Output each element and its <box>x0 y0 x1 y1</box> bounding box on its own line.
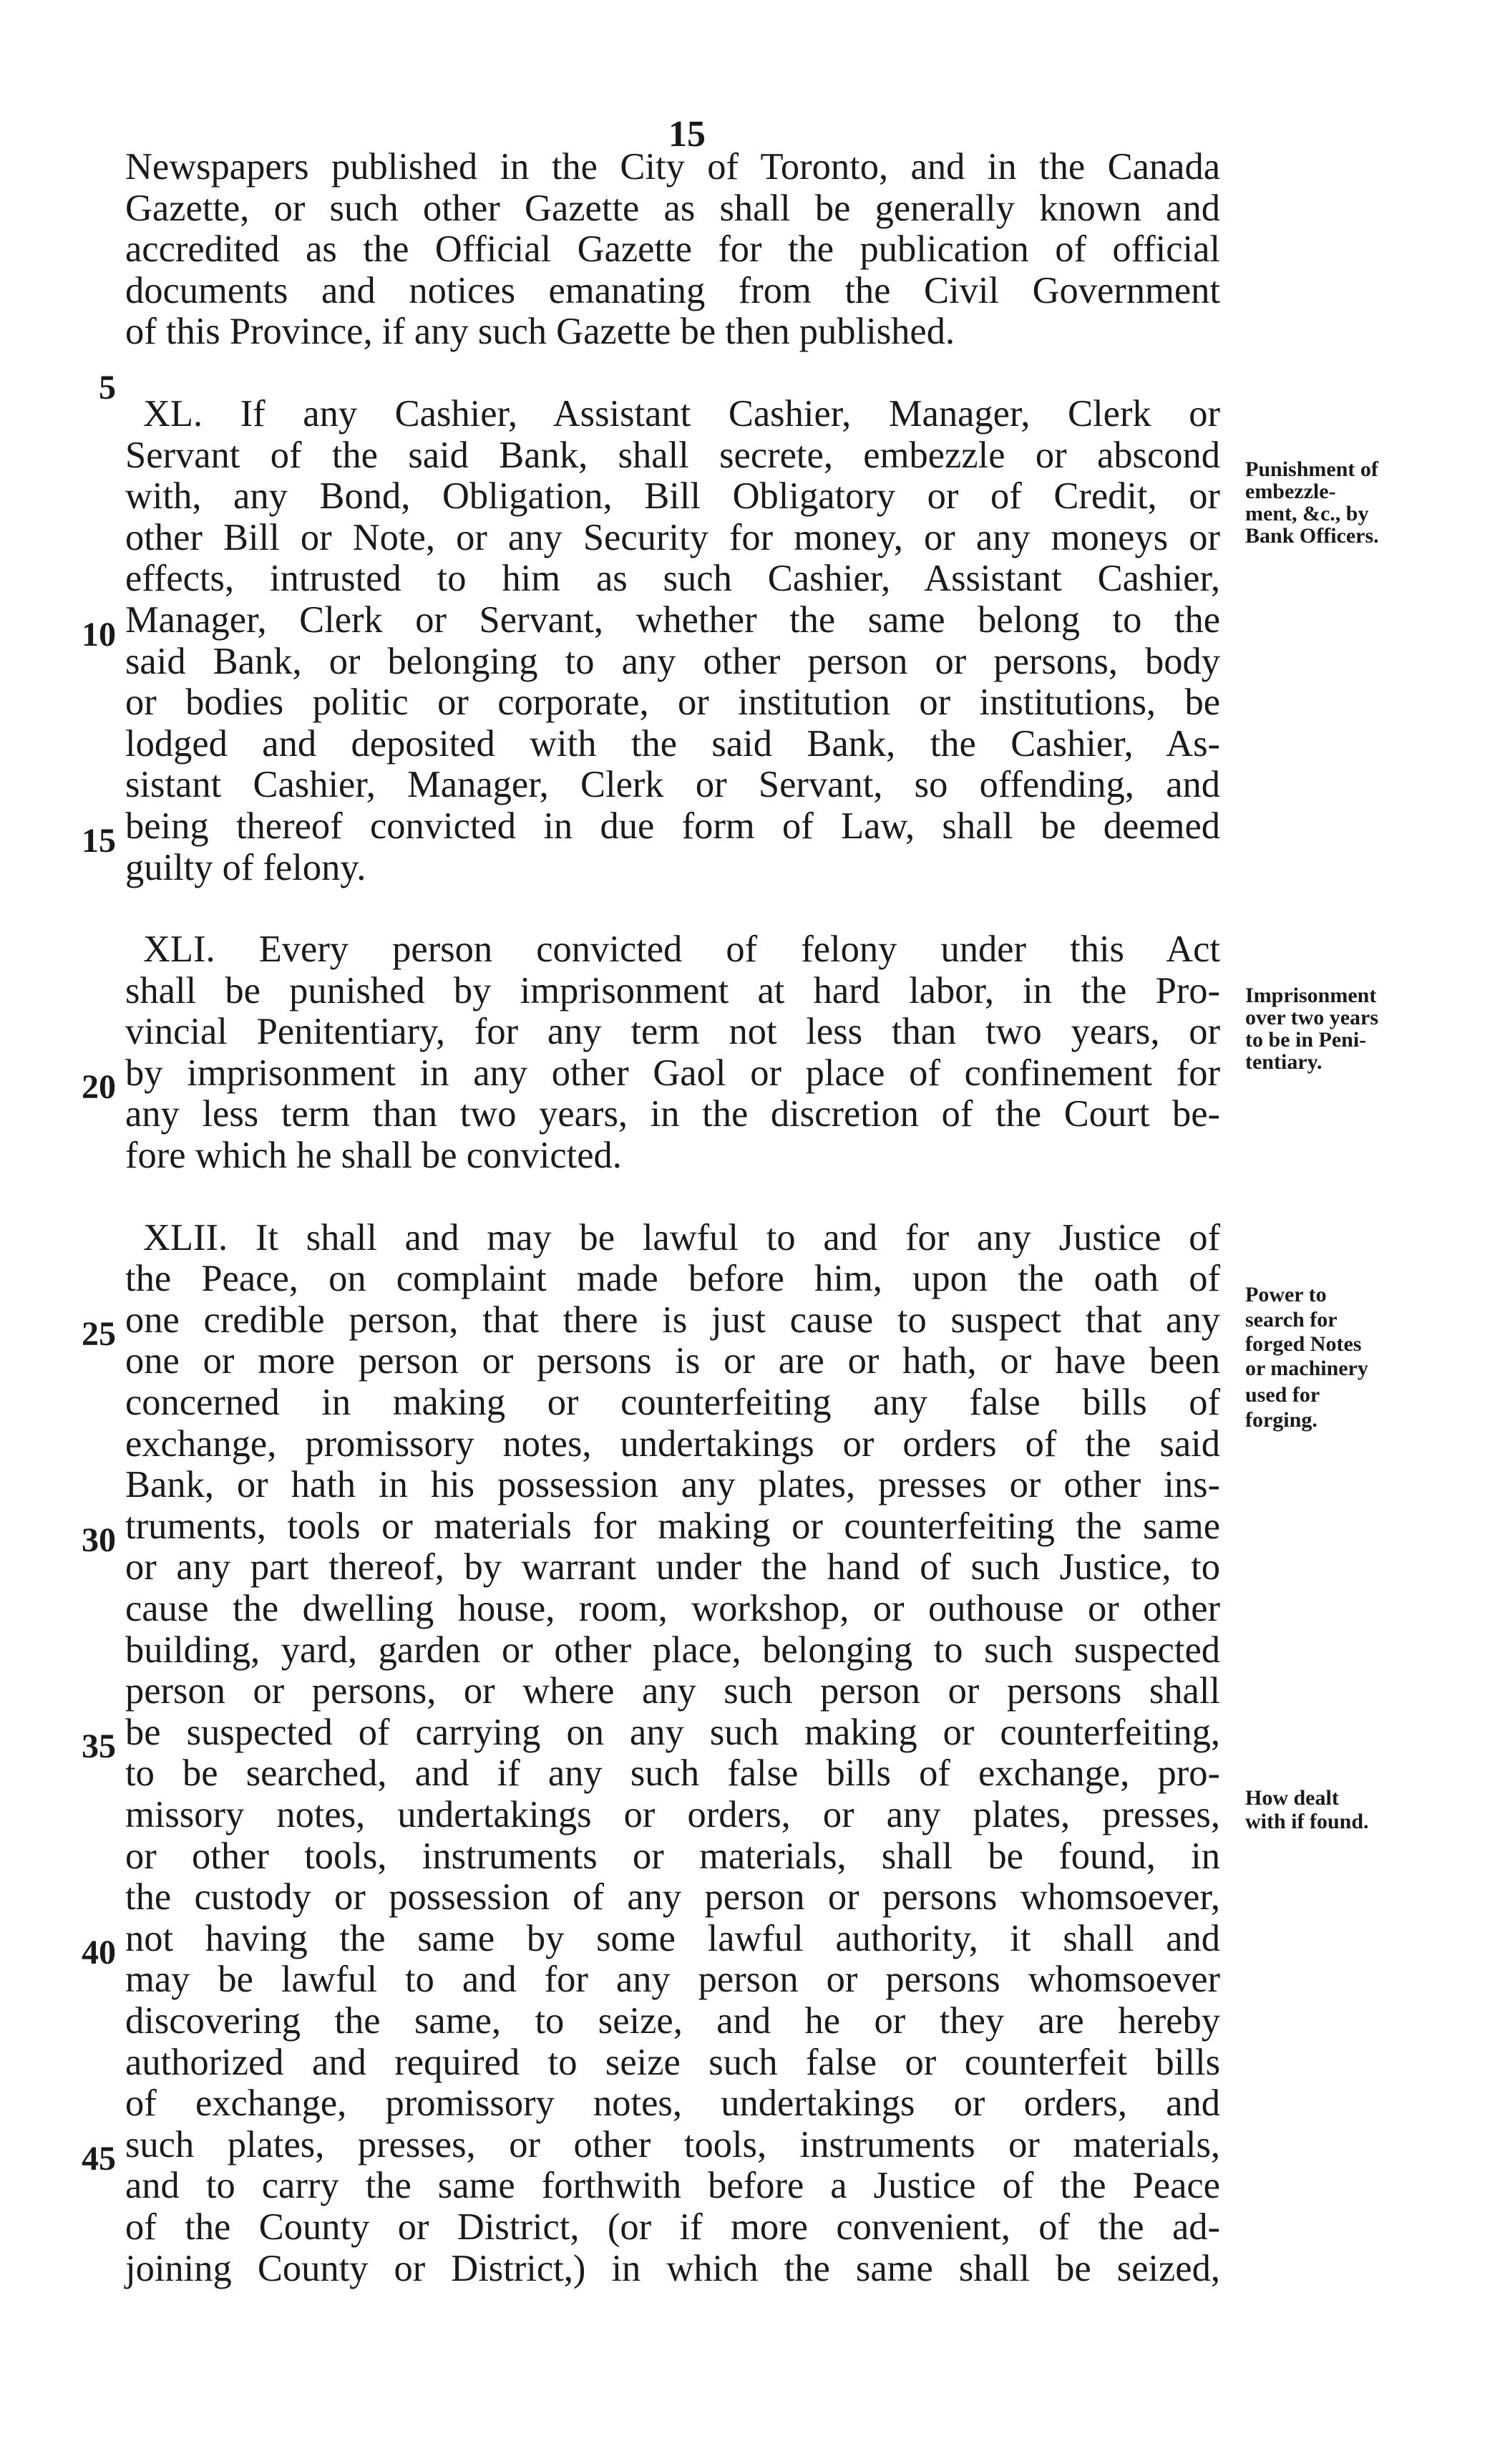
sidenote-line: Bank Officers. <box>1245 524 1379 548</box>
text-line: Manager, Clerk or Servant, whether the same belong to the <box>125 598 1220 641</box>
text-line: such plates, presses, or other tools, instruments or materials, <box>125 2123 1220 2165</box>
line-number: 10 <box>82 616 116 654</box>
line-number: 30 <box>82 1521 116 1559</box>
text-line: accredited as the Official Gazette for the publication of official <box>125 228 1220 271</box>
sidenote-line: forging. <box>1245 1408 1317 1432</box>
sidenote-line: Punishment of <box>1245 457 1378 481</box>
text-line: Bank, or hath in his possession any plates, presses or other ins- <box>125 1464 1220 1506</box>
text-line: or bodies politic or corporate, or institution or institutions, be <box>125 682 1220 724</box>
text-line: other Bill or Note, or any Security for money, or any moneys or <box>125 516 1220 558</box>
text-line: or any part thereof, by warrant under the hand of such Justice, to <box>125 1546 1220 1588</box>
sidenote-line: search for <box>1245 1308 1338 1332</box>
text-line: joining County or District,) in which the same shall be seized, <box>125 2247 1220 2289</box>
line-number: 15 <box>82 822 116 860</box>
line-number: 40 <box>82 1934 116 1971</box>
text-line: Gazette, or such other Gazette as shall be generally known and <box>125 187 1220 229</box>
text-line: shall be punished by imprisonment at hard labor, in the Pro- <box>125 969 1220 1012</box>
text-line: documents and notices emanating from the Civil Government <box>125 269 1220 311</box>
body-text <box>125 147 1220 2289</box>
text-line: person or persons, or where any such person or persons shall <box>125 1670 1220 1712</box>
text-line: cause the dwelling house, room, workshop, or outhouse or other <box>125 1588 1220 1629</box>
line-number: 5 <box>99 369 116 407</box>
text-line: may be lawful to and for any person or persons whomsoever <box>125 1959 1220 2001</box>
text-line: any less term than two years, in the discretion of the Court be- <box>125 1093 1220 1135</box>
text-line: to be searched, and if any such false bills of exchange, pro- <box>125 1752 1220 1795</box>
sidenote-line: with if found. <box>1245 1810 1369 1833</box>
text-line: vincial Penitentiary, for any term not less than two years, or <box>125 1011 1220 1053</box>
text-line: authorized and required to seize such false or counterfeit bills <box>125 2041 1220 2083</box>
sidenote-line: embezzle- <box>1245 480 1336 503</box>
text-line: one or more person or persons is or are or hath, or have been <box>125 1340 1220 1382</box>
text-line: Newspapers published in the City of Toronto, and in the Canada <box>125 146 1220 188</box>
text-line: missory notes, undertakings or orders, or any plates, presses, <box>125 1793 1220 1835</box>
text-line: being thereof convicted in due form of Law, shall be deemed <box>125 805 1220 847</box>
line-number: 35 <box>82 1727 116 1765</box>
text-line: concerned in making or counterfeiting any false bills of <box>125 1382 1220 1424</box>
text-line: the custody or possession of any person or persons whomsoever, <box>125 1876 1220 1919</box>
sidenote-line: Imprisonment <box>1245 984 1377 1007</box>
sidenote-line: or machinery <box>1245 1357 1368 1380</box>
text-line: not having the same by some lawful authority, it shall and <box>125 1917 1220 1959</box>
text-line: exchange, promissory notes, undertakings or orders of the said <box>125 1422 1220 1465</box>
text-line: said Bank, or belonging to any other person or persons, body <box>125 640 1220 682</box>
section-xli-heading-line: XLI. Every person convicted of felony under this Act <box>143 928 1220 971</box>
text-line: one credible person, that there is just cause to suspect that any <box>125 1299 1220 1341</box>
sidenote-line: forged Notes <box>1245 1332 1362 1356</box>
text-line: effects, intrusted to him as such Cashier, Assistant Cashier, <box>125 558 1220 600</box>
text-line: by imprisonment in any other Gaol or place of confinement for <box>125 1052 1220 1094</box>
text-line: building, yard, garden or other place, belonging to such suspected <box>125 1629 1220 1671</box>
text-line: sistant Cashier, Manager, Clerk or Servant, so offending, and <box>125 764 1220 806</box>
sidenote-line: over two years <box>1245 1006 1379 1029</box>
text-line: fore which he shall be convicted. <box>125 1135 622 1177</box>
text-line: guilty of felony. <box>125 846 366 888</box>
text-line: of exchange, promissory notes, undertakings or orders, and <box>125 2082 1220 2125</box>
text-line: or other tools, instruments or materials, shall be found, in <box>125 1835 1220 1877</box>
sidenote-line: to be in Peni- <box>1245 1028 1367 1052</box>
text-line: lodged and deposited with the said Bank, the Cashier, As- <box>125 722 1220 765</box>
text-line: with, any Bond, Obligation, Bill Obligatory or of Credit, or <box>125 475 1220 518</box>
text-line: discovering the same, to seize, and he or they are hereby <box>125 1999 1220 2042</box>
text-line: be suspected of carrying on any such making or counterfeiting, <box>125 1711 1220 1753</box>
sidenote-line: How dealt <box>1245 1786 1339 1810</box>
text-line: of this Province, if any such Gazette be then published. <box>125 311 955 353</box>
line-number: 25 <box>82 1315 116 1353</box>
line-number: 45 <box>82 2140 116 2178</box>
text-line: the Peace, on complaint made before him, upon the oath of <box>125 1258 1220 1300</box>
page-number: 15 <box>668 114 706 155</box>
sidenote-line: used for <box>1245 1383 1320 1407</box>
text-line: truments, tools or materials for making or counterfeiting the same <box>125 1505 1220 1547</box>
sidenote-line: tentiary. <box>1245 1050 1323 1074</box>
text-line: of the County or District, (or if more convenient, of the ad- <box>125 2206 1220 2248</box>
text-line: Servant of the said Bank, shall secrete, embezzle or abscond <box>125 434 1220 476</box>
line-number: 20 <box>82 1068 116 1106</box>
text-line: and to carry the same forthwith before a Justice of the Peace <box>125 2165 1220 2207</box>
sidenote-line: Power to <box>1245 1283 1327 1306</box>
section-xl-heading-line: XL. If any Cashier, Assistant Cashier, Manager, Clerk or <box>143 392 1220 435</box>
sidenote-line: ment, &c., by <box>1245 502 1369 525</box>
section-xlii-heading-line: XLII. It shall and may be lawful to and for any Justice of <box>143 1216 1220 1258</box>
